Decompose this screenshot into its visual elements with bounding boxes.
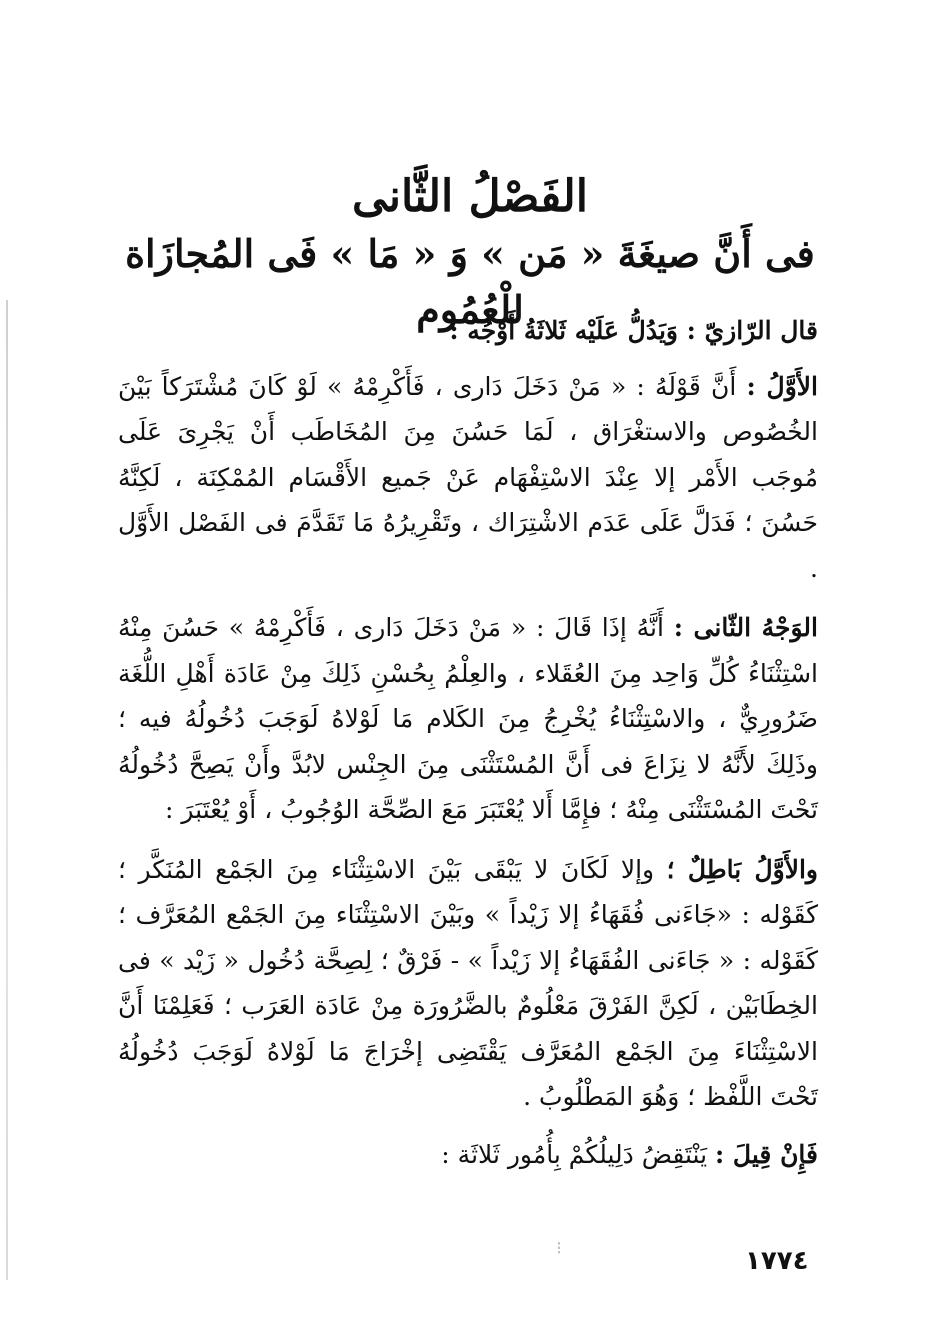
chapter-subtitle: فى أَنَّ صيغَةَ « مَن » وَ « مَا » فَى المُجازَاة للْعُمُوم — [125, 231, 815, 332]
paragraph-second-aspect — [118, 605, 818, 833]
paragraph-text: أَنَّ قَوْلَهُ : « مَنْ دَخَلَ دَارى ، فَأَكْرِمْهُ » لَوْ كَانَ مُشْتَرَكاً بَيْنَ الخُصُوص والاستغْرَاق ، لَمَا حَسُنَ مِنَ المُخَاطَب أَنْ يَجْرِىَ عَلَى مُوجَب الأَمْر إلا عِنْدَ الاسْتِفْهَام عَنْ جَميع الأَقْسَام المُمْكِنَة ، لَكِنَّهُ حَسُنَ ؛ فَدَلَّ عَلَى عَدَم الاشْتِرَاك ، وتَقْرِيرُهُ مَا تَقَدَّمَ فى الفَصْل الأَوَّل . — [118, 371, 818, 583]
paragraph-lead: فَإِنْ قِيلَ : — [715, 1139, 818, 1169]
scan-smudge-mark: ⁝ — [556, 1238, 562, 1259]
paragraph-text: يَنْتَقِضُ دَلِيلُكُمْ بِأُمُور ثَلاثَة : — [441, 1139, 708, 1169]
paragraph-first-invalid — [118, 847, 818, 1120]
page-number: ١٧٧٤ — [745, 1246, 809, 1276]
paragraph-first-aspect — [118, 364, 818, 592]
paragraph-lead: الأَوَّلُ : — [746, 371, 819, 401]
paragraph-objection — [118, 1132, 818, 1178]
chapter-title: الفَصْلُ الثَّانى — [352, 171, 588, 222]
paragraph-text: أَنَّهُ إذَا قَالَ : « مَنْ دَخَلَ دَارى ، فَأَكْرِمْهُ » حَسُنَ مِنْهُ اسْتِثْنَاءُ كُلِّ وَاحِد مِنَ العُقَلاء ، والعِلْمُ بِحُسْنِ ذَلِكَ مِنْ عَادَة أَهْلِ اللُّغَة ضَرُورِيٌّ ، والاسْتِثْنَاءُ يُخْرِجُ مِنَ الكَلام مَا لَوْلاهُ لَوَجَبَ دُخُولُهُ فيه ؛ وذَلِكَ لأَنَّهُ لا نِزَاعَ فى أَنَّ المُسْتَثْنَى مِنَ الجِنْس لابُدَّ وأَنْ يَصِحَّ دُخُولُهُ تَحْتَ المُسْتَثْنَى مِنْهُ ؛ فإِمَّا أَلا يُعْتَبَرَ مَعَ الصِّحَّة الوُجُوبُ ، أَوْ يُعْتَبَرَ : — [118, 613, 818, 824]
intro-line: قال الرّازيّ : وَيَدُلُّ عَلَيْه ثَلاثَةُ أَوْجُه : — [449, 316, 818, 345]
paragraph-lead: والأَوَّلُ بَاطِلٌ ؛ — [666, 854, 819, 884]
scan-edge-shadow — [6, 300, 8, 1280]
paragraph-text: وإلا لَكَانَ لا يَبْقَى بَيْنَ الاسْتِثْنَاء مِنَ الجَمْع المُنَكَّر ؛ كَقَوْله : «جَاءَنى فُقَهَاءُ إلا زَيْداً » وبَيْنَ الاسْتِثْنَاء مِنَ الجَمْع المُعَرَّف ؛ كَقَوْله : « جَاءَنى الفُقَهَاءُ إلا زَيْداً » - فَرْقٌ ؛ لِصِحَّة دُخُول « زَيْد » فى الخِطَابَيْن ، لَكِنَّ الفَرْقَ مَعْلُومٌ بالضَّرُورَة مِنْ عَادَة العَرَب ؛ فَعَلِمْنَا أَنَّ الاسْتِثْنَاءَ مِنَ الجَمْع المُعَرَّف يَقْتَضِى إخْرَاجَ مَا لَوْلاهُ لَوَجَبَ دُخُولُهُ تَحْتَ اللَّفْظ ؛ وَهُوَ المَطْلُوبُ . — [118, 854, 818, 1111]
paragraph-lead: الوَجْهُ الثّانى : — [673, 613, 818, 642]
body-text — [118, 308, 818, 1177]
